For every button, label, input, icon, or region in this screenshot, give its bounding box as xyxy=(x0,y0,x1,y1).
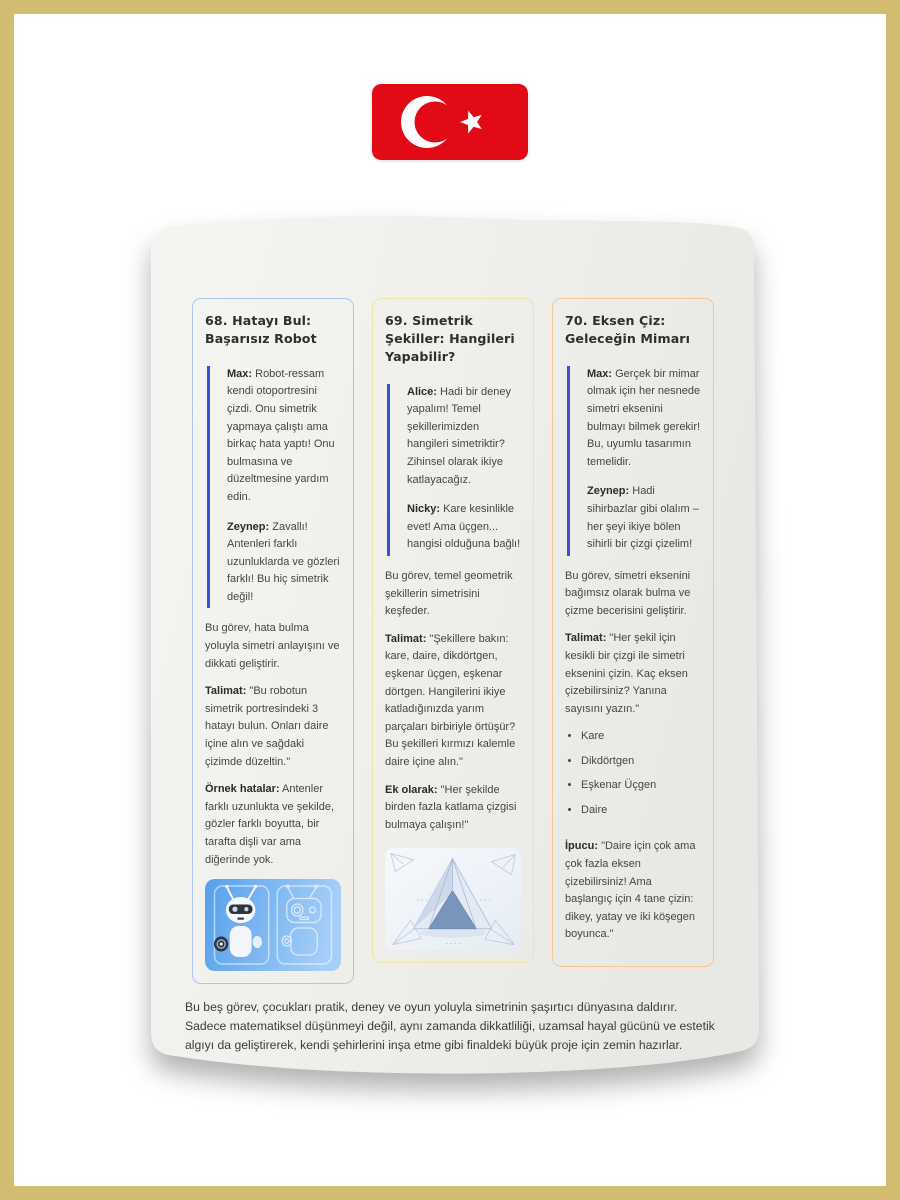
task-title: 68. Hatayı Bul: Başarısız Robot xyxy=(205,313,317,346)
quote-line xyxy=(227,519,341,607)
triangle-geometry-illustration xyxy=(385,848,521,950)
speaker-name: Max: xyxy=(227,367,253,380)
dialogue-quote xyxy=(567,366,701,556)
task-extra: Ek olarak: "Her şekilde birden fazla katlama çizgisi bulmaya çalışın!" xyxy=(385,783,517,831)
section-label: Talimat: xyxy=(565,632,607,645)
task-cards-row xyxy=(192,298,714,984)
task-title: 69. Simetrik Şekiller: Hangileri Yapabilir? xyxy=(385,313,515,364)
section-label: İpucu: xyxy=(565,840,598,853)
task-description: Bu görev, temel geometrik şekillerin simetrisini keşfeder. xyxy=(385,569,513,618)
quote-line xyxy=(407,501,521,554)
worksheet-page xyxy=(139,213,763,1095)
shape-list-item: • Eşkenar Üçgen xyxy=(581,777,701,794)
task-instruction: Talimat: "Her şekil için kesikli bir çizgi ile simetri eksenini çizin. Kaç eksen çizebilirsiniz? Yanına sayısını yazın." xyxy=(565,632,688,715)
shape-list-item: • Daire xyxy=(581,802,701,819)
speaker-name: Zeynep: xyxy=(227,520,270,533)
task-instruction: Talimat: "Şekillere bakın: kare, daire, dikdörtgen, eşkenar üçgen, eşkenar dörtgen. Hangilerini ikiye katladığınızda yarım parçaları birbiriyle örtüşür? Bu şekilleri kırmızı kalemle daire içine alın." xyxy=(385,632,516,768)
turkey-flag xyxy=(372,84,528,160)
dialogue-quote xyxy=(387,384,521,556)
section-label: Örnek hatalar: xyxy=(205,783,280,796)
speaker-name: Max: xyxy=(587,367,613,380)
task-card-68 xyxy=(192,298,354,984)
dialogue-quote xyxy=(207,366,341,609)
quote-line xyxy=(587,366,701,472)
task-card-70 xyxy=(552,298,714,967)
speaker-name: Zeynep: xyxy=(587,485,630,498)
shape-list-item: • Kare xyxy=(581,728,701,745)
section-label: Talimat: xyxy=(205,685,247,698)
robot-comparison-illustration xyxy=(205,879,341,971)
task-hint: İpucu: "Daire için çok ama çok fazla eksen çizebilirsiniz! Ama başlangıç için 4 tane çizin: dikey, yatay ve iki köşegen boyunca." xyxy=(565,840,696,941)
task-description: Bu görev, simetri eksenini bağımsız olarak bulma ve çizme becerisini geliştirir. xyxy=(565,569,691,617)
section-label: Ek olarak: xyxy=(385,783,438,796)
quote-text: Gerçek bir mimar olmak için her nesnede simetri eksenini bulmayı bilmek gerekir! Bu, uyumlu tasarımın temelidir. xyxy=(587,367,701,468)
task-title: 70. Eksen Çiz: Geleceğin Mimarı xyxy=(565,313,691,346)
task-examples: Örnek hatalar: Antenler farklı uzunlukta ve şekilde, gözler farklı boyutta, bir tarafta dişli var ama diğerinde yok. xyxy=(205,783,335,866)
quote-line xyxy=(227,366,341,507)
speaker-name: Alice: xyxy=(407,385,437,398)
quote-line xyxy=(407,384,521,490)
quote-text: Kare kesinlikle evet! Ama üçgen... hangisi olduğuna bağlı! xyxy=(407,503,521,551)
task-card-69 xyxy=(372,298,534,963)
quote-text: Robot-ressam kendi otoportresini çizdi. Onu simetrik yapmaya çalıştı ama birkaç hata yaptı! Onu bulmasına ve düzeltmesine yardım edin. xyxy=(227,367,335,503)
quote-text: Hadi bir deney yapalım! Temel şekillerimizden hangileri simetriktir? Zihinsel olarak ikiye katlayacağız. xyxy=(407,385,511,486)
shape-list-item: • Dikdörtgen xyxy=(581,753,701,770)
summary-paragraph: Bu beş görev, çocukları pratik, deney ve oyun yoluyla simetrinin şaşırtıcı dünyasına daldırır. Sadece matematiksel düşünmeyi değil, aynı zamanda dikkatliliği, uzamsal hayal gücünü ve estetik algıyı da geliştirerek, kendi şehirlerini inşa etme gibi finaldeki büyük proje için zemin hazırlar. xyxy=(185,1000,715,1053)
task-instruction: Talimat: "Bu robotun simetrik portresindeki 3 hatayı bulun. Onları daire içine alın ve sağdaki çizimde düzeltin." xyxy=(205,685,329,768)
speaker-name: Nicky: xyxy=(407,503,441,516)
task-description: Bu görev, hata bulma yoluyla simetri anlayışını ve dikkati geliştirir. xyxy=(205,622,340,670)
quote-text: Zavallı! Antenleri farklı uzunluklarda ve gözleri farklı! Bu hiç simetrik değil! xyxy=(227,520,340,603)
quote-line xyxy=(587,483,701,553)
section-label: Talimat: xyxy=(385,632,427,645)
quote-text: Hadi sihirbazlar gibi olalım – her şeyi ikiye bölen sihirli bir çizgi çizelim! xyxy=(587,485,699,551)
turkey-flag-icon xyxy=(372,84,528,160)
shape-list xyxy=(565,728,701,826)
page-content xyxy=(185,298,715,1055)
